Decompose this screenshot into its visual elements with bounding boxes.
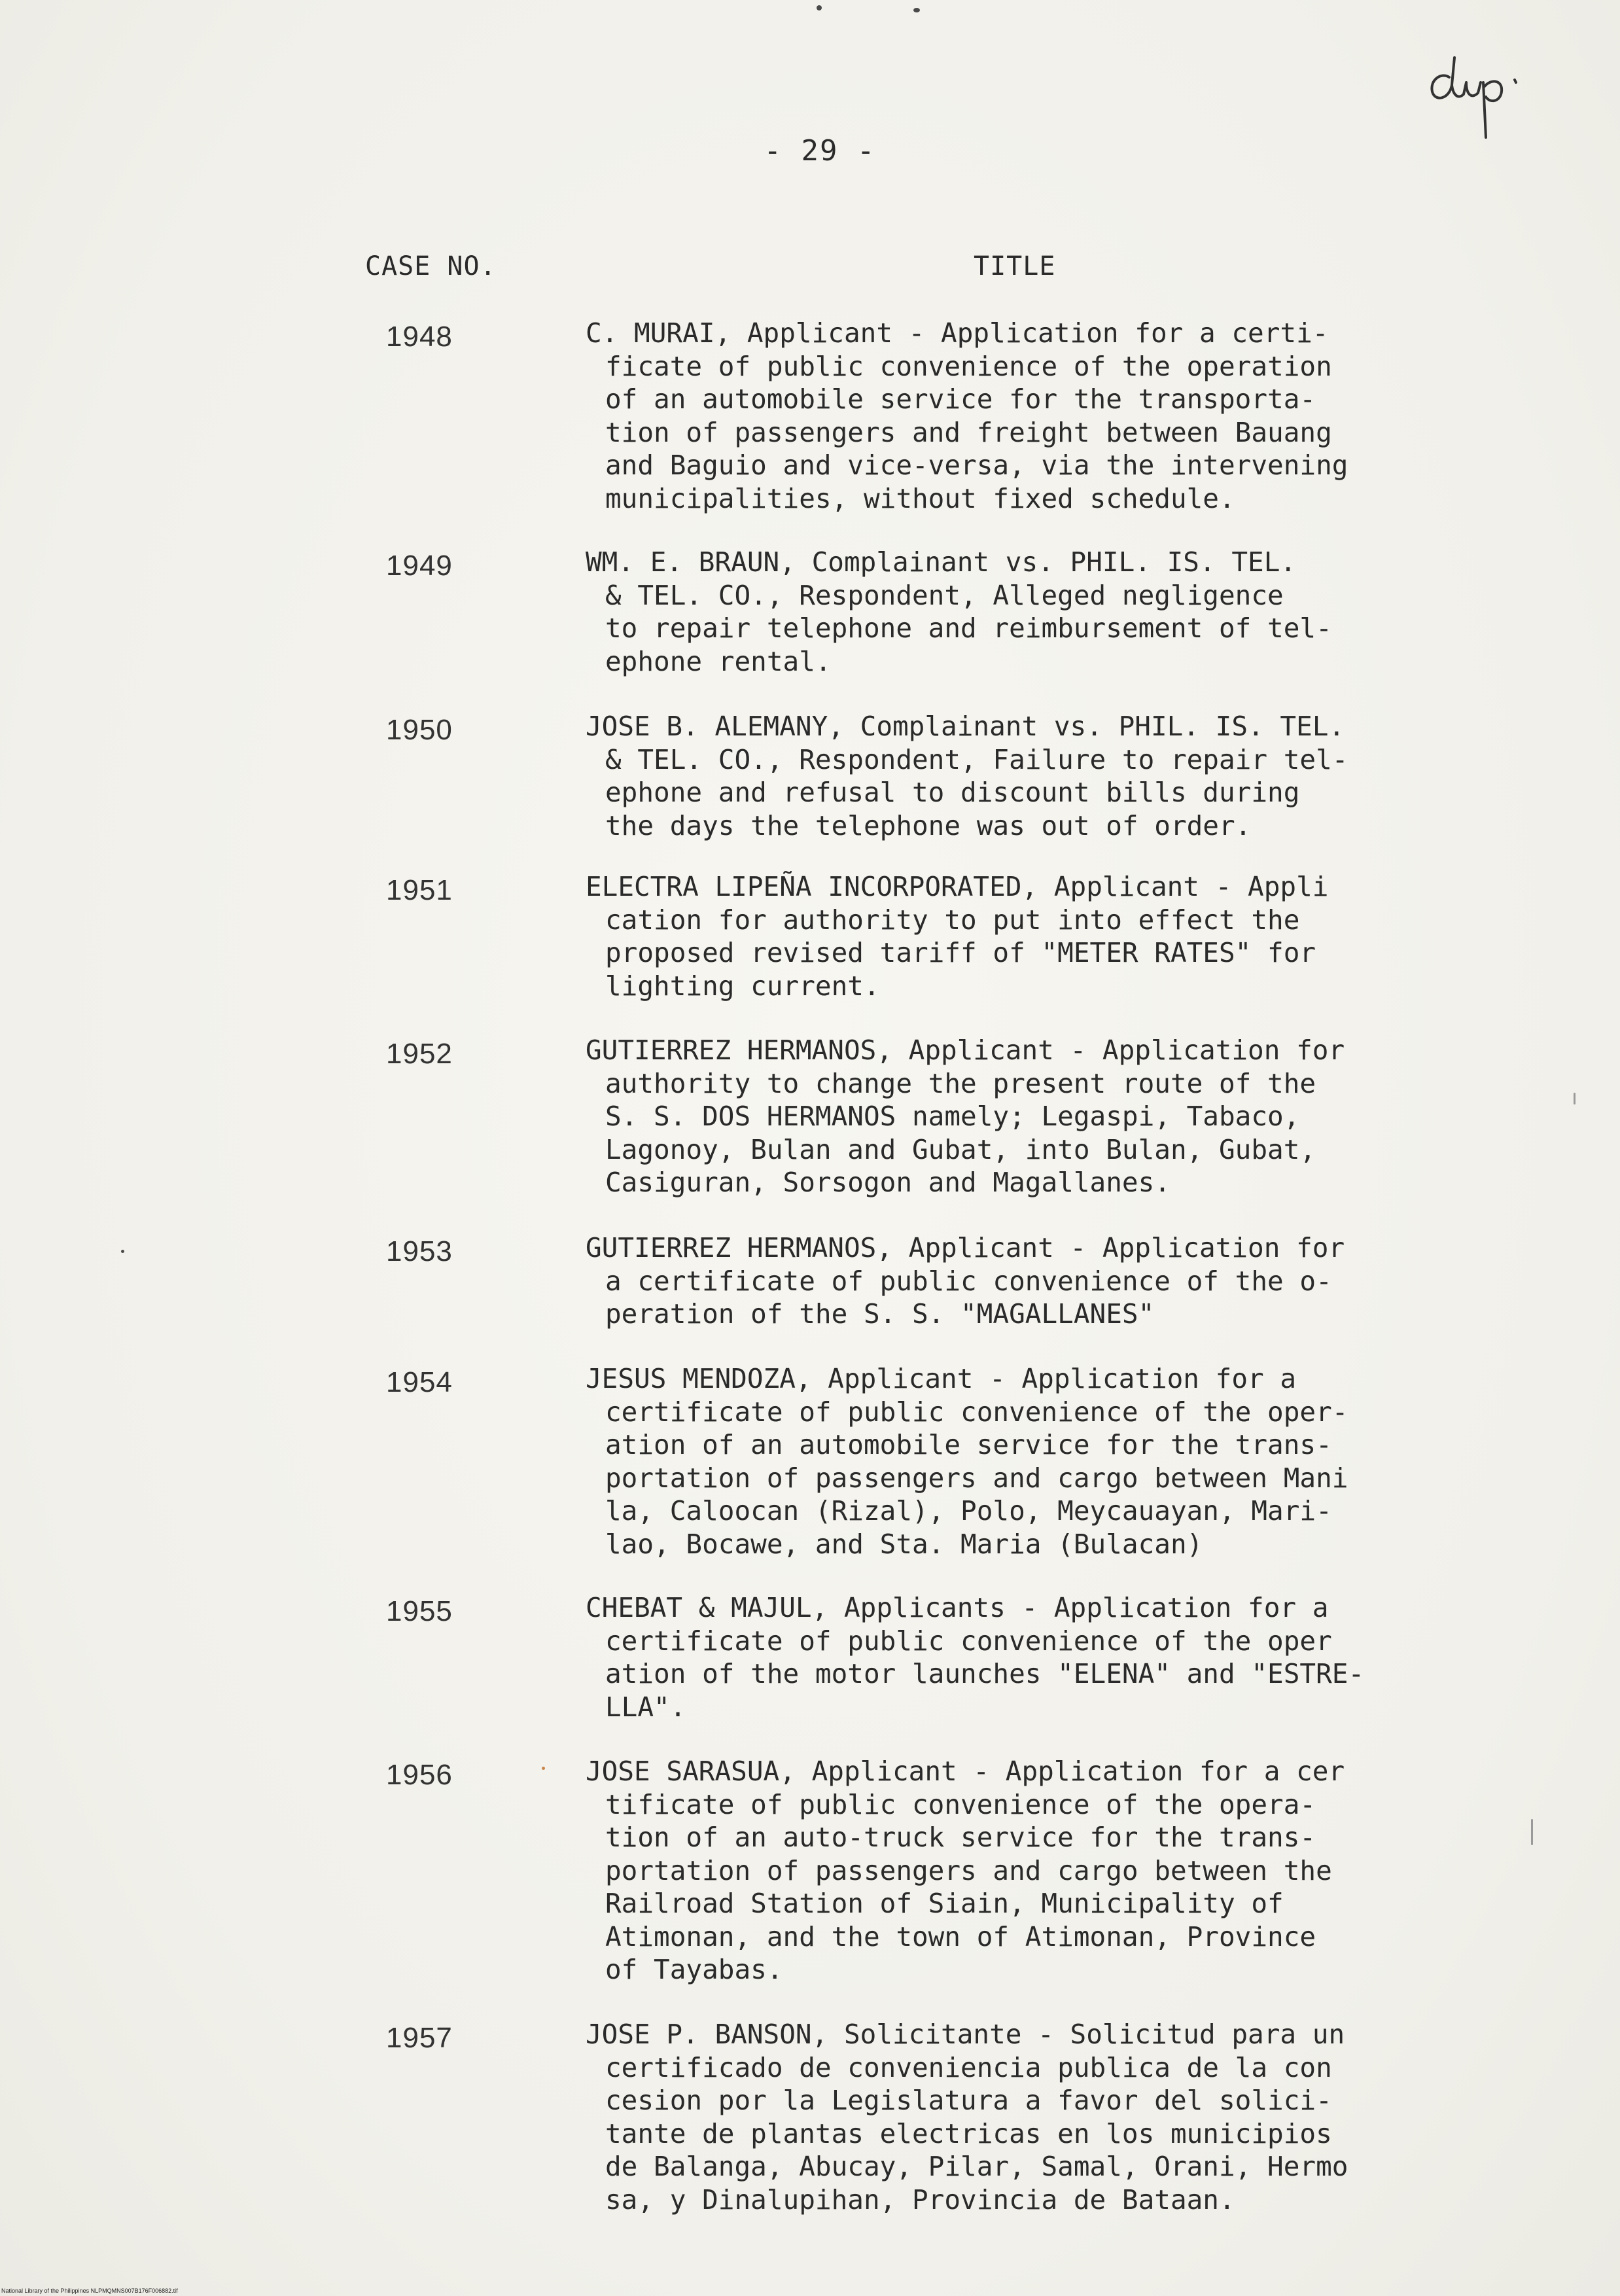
title-line: and Baguio and vice-versa, via the intervening (605, 450, 1348, 481)
title-line: to repair telephone and reimbursement of tel- (605, 612, 1332, 644)
title-line: de Balanga, Abucay, Pilar, Samal, Orani, Hermo (605, 2151, 1348, 2182)
title-line: certificate of public convenience of the oper (605, 1625, 1332, 1657)
title-line: la, Caloocan (Rizal), Polo, Meycauayan, Mari- (605, 1495, 1332, 1527)
title-line: authority to change the present route of the (605, 1067, 1316, 1099)
title-line: ation of the motor launches "ELENA" and "ESTRE- (605, 1658, 1365, 1689)
column-header-title: TITLE (974, 251, 1056, 281)
title-line: JOSE SARASUA, Applicant - Application for a cer (586, 1756, 1345, 1787)
case-number: 1949 (386, 550, 453, 582)
title-line: ation of an automobile service for the trans- (605, 1429, 1332, 1460)
title-line: LLA". (605, 1691, 686, 1723)
scan-speck (913, 8, 920, 12)
title-line: JESUS MENDOZA, Applicant - Application for a (586, 1363, 1297, 1394)
title-line: cesion por la Legislatura a favor del solici- (605, 2085, 1332, 2116)
case-title (586, 1034, 1436, 1199)
scan-speck (542, 1767, 545, 1770)
title-line: GUTIERREZ HERMANOS, Applicant - Application for (586, 1232, 1345, 1263)
title-line: CHEBAT & MAJUL, Applicants - Application for a (586, 1592, 1329, 1623)
case-number: 1955 (386, 1595, 453, 1627)
title-line: ephone rental. (605, 645, 832, 677)
title-line: cation for authority to put into effect the (605, 904, 1300, 936)
case-title (586, 317, 1436, 515)
case-title (586, 710, 1436, 842)
title-line: portation of passengers and cargo between the (605, 1854, 1332, 1886)
scan-speck (1574, 1093, 1576, 1104)
title-line: S. S. DOS HERMANOS namely; Legaspi, Tabaco, (605, 1101, 1300, 1132)
case-number: 1950 (386, 714, 453, 746)
case-number: 1956 (386, 1759, 453, 1791)
title-line: JOSE B. ALEMANY, Complainant vs. PHIL. IS. TEL. (586, 711, 1345, 742)
case-title (586, 1755, 1436, 1987)
title-line: WM. E. BRAUN, Complainant vs. PHIL. IS. TEL. (586, 546, 1297, 578)
case-number: 1954 (386, 1366, 453, 1398)
title-line: C. MURAI, Applicant - Application for a certi- (586, 317, 1329, 349)
title-line: ELECTRA LIPEÑA INCORPORATED, Applicant - Appli (586, 871, 1329, 902)
case-title (586, 546, 1436, 678)
case-number: 1953 (386, 1235, 453, 1267)
title-line: of Tayabas. (605, 1954, 783, 1985)
scan-footer: National Library of the Philippines NLPMQMNS007B176F006882.tif (1, 2287, 178, 2294)
title-line: Atimonan, and the town of Atimonan, Province (605, 1920, 1316, 1952)
title-line: proposed revised tariff of "METER RATES" for (605, 937, 1316, 968)
case-title (586, 870, 1436, 1002)
scan-speck (121, 1250, 124, 1253)
title-line: sa, y Dinalupihan, Provincia de Bataan. (605, 2183, 1235, 2216)
title-line: certificate of public convenience of the oper- (605, 1396, 1348, 1428)
title-line: peration of the S. S. "MAGALLANES" (605, 1298, 1155, 1330)
title-line: GUTIERREZ HERMANOS, Applicant - Application for (586, 1034, 1345, 1066)
title-line: JOSE P. BANSON, Solicitante - Solicitud para un (586, 2019, 1345, 2050)
title-line: & TEL. CO., Respondent, Failure to repair tel- (605, 743, 1348, 775)
page-number: - 29 - (764, 134, 876, 168)
title-line: of an automobile service for the transporta- (605, 383, 1316, 415)
case-number: 1948 (386, 321, 453, 353)
title-line: lighting current. (605, 970, 880, 1002)
case-title (586, 1231, 1436, 1331)
title-line: portation of passengers and cargo between Mani (605, 1462, 1348, 1494)
title-line: tificate of public convenience of the opera- (605, 1788, 1316, 1820)
case-title (586, 1362, 1436, 1561)
title-line: lao, Bocawe, and Sta. Maria (Bulacan) (605, 1528, 1203, 1560)
case-title (586, 2018, 1436, 2216)
scan-speck (1531, 1819, 1533, 1845)
case-title (586, 1591, 1436, 1723)
title-line: Casiguran, Sorsogon and Magallanes. (605, 1167, 1171, 1198)
case-number: 1957 (386, 2022, 453, 2054)
scan-speck (817, 5, 822, 10)
title-line: certificado de conveniencia publica de la con (605, 2051, 1332, 2083)
title-line: tion of passengers and freight between Bauang (605, 416, 1332, 448)
title-line: ficate of public convenience of the operation (605, 350, 1332, 382)
case-number: 1951 (386, 874, 453, 906)
title-line: the days the telephone was out of order. (605, 809, 1252, 841)
title-line: municipalities, without fixed schedule. (605, 482, 1235, 514)
title-line: Railroad Station of Siain, Municipality of (605, 1888, 1284, 1919)
title-line: ephone and refusal to discount bills during (605, 777, 1300, 808)
title-line: tante de plantas electricas en los municipios (605, 2117, 1332, 2149)
case-number: 1952 (386, 1038, 453, 1070)
title-line: & TEL. CO., Respondent, Alleged negligence (605, 579, 1284, 611)
title-line: tion of an auto-truck service for the trans- (605, 1822, 1316, 1853)
title-line: a certificate of public convenience of the o- (605, 1265, 1332, 1297)
column-header-case-no: CASE NO. (365, 251, 497, 281)
title-line: Lagonoy, Bulan and Gubat, into Bulan, Gubat, (605, 1133, 1316, 1165)
